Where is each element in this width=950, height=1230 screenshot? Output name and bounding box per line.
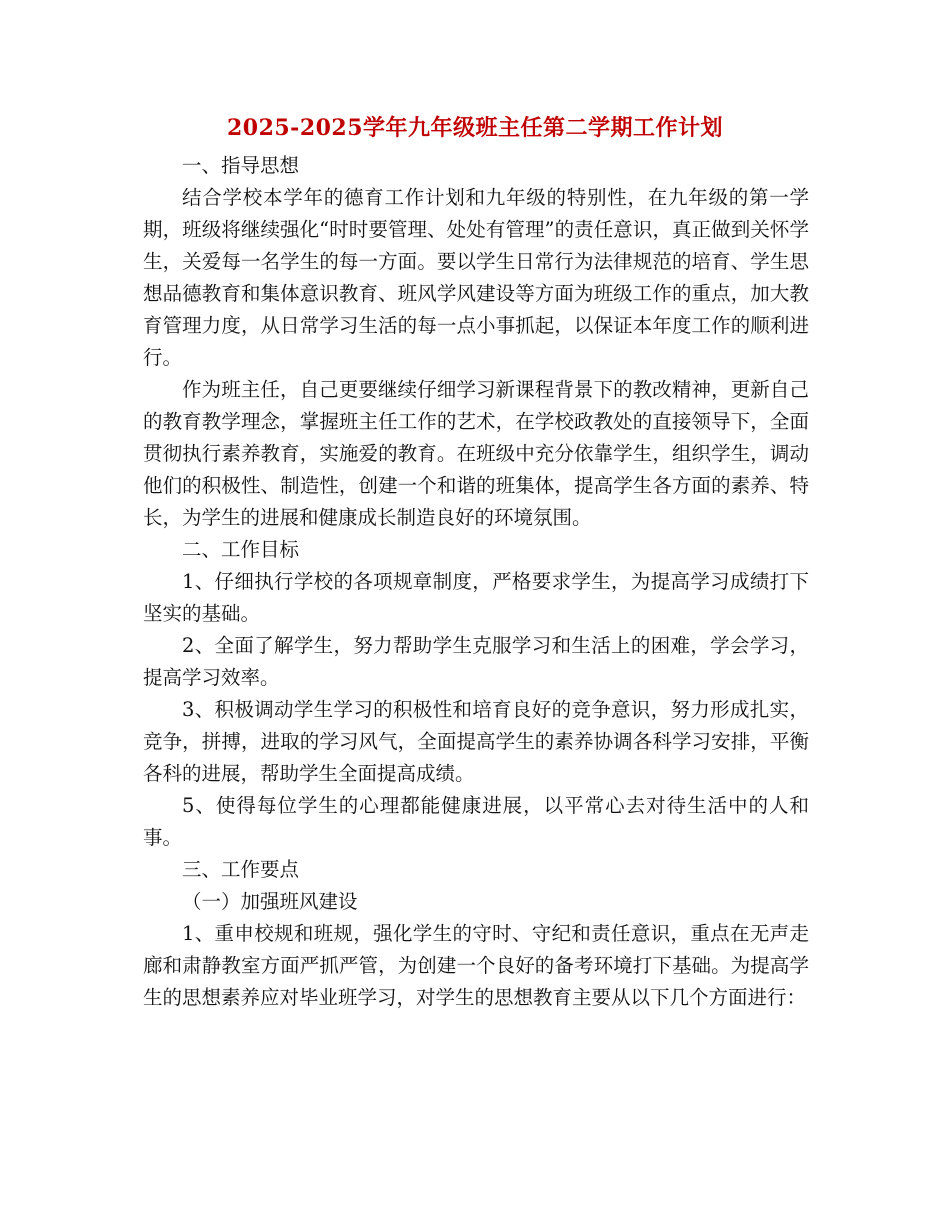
list-item: 1、重申校规和班规，强化学生的守时、守纪和责任意识，重点在无声走廊和肃静教室方面严抓严管，为创建一个良好的备考环境打下基础。为提高学生的思想素养应对毕业班学习，对学生的思想教育主要从以下几个方面进行： <box>143 922 809 1009</box>
document-title: 2025-2025学年九年级班主任第二学期工作计划 <box>226 115 724 141</box>
subsection-heading: （一）加强班风建设 <box>182 890 358 913</box>
list-item: 2、全面了解学生，努力帮助学生克服学习和生活上的困难，学会学习，提高学习效率。 <box>143 634 809 689</box>
section-heading-work-goals: 二、工作目标 <box>182 538 300 561</box>
list-item: 5、使得每位学生的心理都能健康进展，以平常心去对待生活中的人和事。 <box>143 794 809 849</box>
section-heading-guiding-thought: 一、指导思想 <box>182 154 300 177</box>
list-item: 3、积极调动学生学习的积极性和培育良好的竞争意识，努力形成扎实，竞争，拼搏，进取的学习风气，全面提高学生的素养协调各科学习安排，平衡各科的进展，帮助学生全面提高成绩。 <box>143 698 809 785</box>
document-body <box>143 150 809 1014</box>
paragraph: 结合学校本学年的德育工作计划和九年级的特别性，在九年级的第一学期，班级将继续强化“时时要管理、处处有管理”的责任意识，真正做到关怀学生，关爱每一名学生的每一方面。要以学生日常行为法律规范的培育、学生思想品德教育和集体意识教育、班风学风建设等方面为班级工作的重点，加大教育管理力度，从日常学习生活的每一点小事抓起，以保证本年度工作的顺利进行。 <box>143 186 809 369</box>
paragraph: 作为班主任，自己更要继续仔细学习新课程背景下的教改精神，更新自己的教育教学理念，掌握班主任工作的艺术，在学校政教处的直接领导下，全面贯彻执行素养教育，实施爱的教育。在班级中充分依靠学生，组织学生，调动他们的积极性、制造性，创建一个和谐的班集体，提高学生各方面的素养、特长，为学生的进展和健康成长制造良好的环境氛围。 <box>143 378 809 529</box>
section-heading-work-points: 三、工作要点 <box>182 858 300 881</box>
list-item: 1、仔细执行学校的各项规章制度，严格要求学生，为提高学习成绩打下坚实的基础。 <box>143 570 809 625</box>
